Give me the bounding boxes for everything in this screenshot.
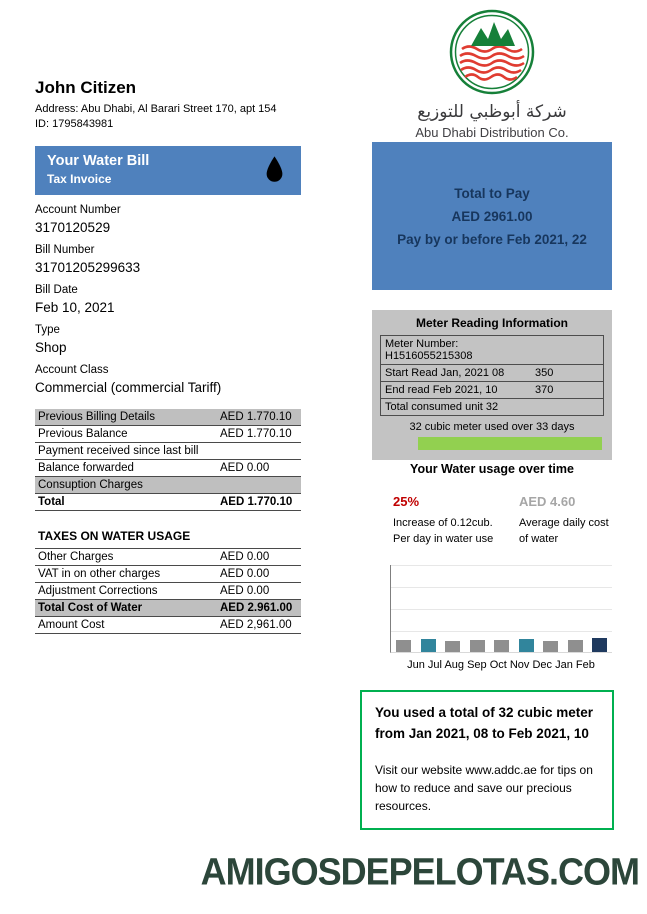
account-field xyxy=(35,204,301,235)
usage-chart-title: Your Water usage over time xyxy=(410,462,574,476)
usage-summary-box xyxy=(360,690,614,830)
usage-stats xyxy=(393,494,613,548)
company-name-english: Abu Dhabi Distribution Co. xyxy=(415,125,569,140)
bill-row xyxy=(35,600,301,617)
meter-row-label: Meter Number: H1516055215308 xyxy=(385,338,473,362)
meter-row-label: Total consumed unit 32 xyxy=(385,401,499,413)
account-field-value: Shop xyxy=(35,340,67,355)
meter-row-value: 350 xyxy=(535,367,554,379)
bill-row xyxy=(35,426,301,443)
total-to-pay-amount: AED 2961.00 xyxy=(451,208,533,224)
bill-title-banner xyxy=(35,146,301,195)
account-field xyxy=(35,244,301,275)
usage-bar-aug xyxy=(445,641,460,652)
meter-reading-box xyxy=(372,310,612,460)
usage-bar-jun xyxy=(396,640,411,652)
bill-row-label: Other Charges xyxy=(38,551,114,563)
bill-subtitle: Tax Invoice xyxy=(47,172,112,186)
usage-bar-nov xyxy=(519,639,534,652)
meter-row xyxy=(381,365,603,382)
bill-row xyxy=(35,409,301,426)
usage-bar-oct xyxy=(494,640,509,652)
bill-left-column xyxy=(35,78,301,634)
total-to-pay-box xyxy=(372,142,612,290)
bill-row-label: Payment received since last bill xyxy=(38,445,199,457)
usage-bar-dec xyxy=(543,641,558,652)
bill-row xyxy=(35,477,301,494)
usage-progress-bar xyxy=(418,437,602,450)
usage-increase-desc: Increase of 0.12cub. Per day in water use xyxy=(393,517,494,545)
chart-x-labels: Jun Jul Aug Sep Oct Nov Dec Jan Feb xyxy=(407,659,595,671)
bill-row-value: AED 0.00 xyxy=(220,462,270,474)
bill-title: Your Water Bill xyxy=(47,153,150,169)
account-field xyxy=(35,364,301,395)
account-field-value: 31701205299633 xyxy=(35,260,141,275)
customer-address: Address: Abu Dhabi, Al Barari Street 170, apt 154 xyxy=(35,103,277,115)
bill-row-label: Adjustment Corrections xyxy=(38,585,158,597)
bill-row-value: AED 1.770.10 xyxy=(220,411,292,423)
meter-reading-table xyxy=(380,335,604,416)
site-watermark: AMIGOSDEPELOTAS.COM xyxy=(200,849,639,893)
meter-row-value: 370 xyxy=(535,384,554,396)
usage-summary-tip: Visit our website www.addc.ae for tips on how to reduce and save our precious resources. xyxy=(375,762,593,813)
account-field-label: Bill Date xyxy=(35,284,78,296)
account-field-label: Bill Number xyxy=(35,244,95,256)
bill-row-value: AED 1.770.10 xyxy=(220,496,293,508)
average-cost-desc: Average daily cost of water xyxy=(519,517,609,545)
usage-summary-headline: You used a total of 32 cubic meter from Jan 2021, 08 to Feb 2021, 10 xyxy=(375,705,594,741)
bill-row-label: Total xyxy=(38,496,65,508)
account-field-label: Type xyxy=(35,324,60,336)
bill-row-value: AED 1.770.10 xyxy=(220,428,292,440)
pay-by-date: Pay by or before Feb 2021, 22 xyxy=(397,231,587,247)
account-info xyxy=(35,204,301,395)
bill-row-value: AED 2.961.00 xyxy=(220,602,293,614)
addc-logo-graphic xyxy=(448,8,536,96)
bill-row-label: Amount Cost xyxy=(38,619,105,631)
bill-row-value: AED 0.00 xyxy=(220,568,270,580)
bill-row xyxy=(35,460,301,477)
charges-table xyxy=(35,409,301,511)
bill-row-value: AED 0.00 xyxy=(220,585,270,597)
meter-row xyxy=(381,336,603,365)
meter-row xyxy=(381,382,603,399)
customer-id: ID: 1795843981 xyxy=(35,118,114,130)
bill-row-label: Balance forwarded xyxy=(38,462,134,474)
usage-increase-stat xyxy=(393,494,501,548)
bill-row-label: Total Cost of Water xyxy=(38,602,143,614)
account-field-value: Feb 10, 2021 xyxy=(35,300,115,315)
usage-bar-feb xyxy=(592,638,607,652)
usage-bar-jul xyxy=(421,639,436,652)
meter-row-label: Start Read Jan, 2021 08 xyxy=(385,367,505,379)
bill-row-label: Previous Balance xyxy=(38,428,128,440)
taxes-table xyxy=(35,549,301,634)
taxes-section-title: TAXES ON WATER USAGE xyxy=(35,529,301,549)
account-field-value: 3170120529 xyxy=(35,220,111,235)
bill-row-label: Previous Billing Details xyxy=(38,411,155,423)
meter-row xyxy=(381,399,603,415)
bill-row-label: Consuption Charges xyxy=(38,479,143,491)
bill-row xyxy=(35,494,301,511)
bill-row xyxy=(35,583,301,600)
average-cost-stat xyxy=(519,494,613,548)
bill-row-label: VAT in on other charges xyxy=(38,568,161,580)
chart-bars xyxy=(396,638,607,652)
bill-row xyxy=(35,566,301,583)
addc-logo xyxy=(448,83,536,100)
company-header xyxy=(372,8,612,150)
bill-row-value: AED 2,961.00 xyxy=(220,619,292,631)
meter-row-value xyxy=(535,338,599,362)
bill-row xyxy=(35,617,301,634)
meter-row-label: End read Feb 2021, 10 xyxy=(385,384,498,396)
account-field-value: Commercial (commercial Tariff) xyxy=(35,380,222,395)
bill-row xyxy=(35,549,301,566)
bill-row xyxy=(35,443,301,460)
water-drop-icon xyxy=(264,155,285,189)
account-field-label: Account Class xyxy=(35,364,109,376)
usage-increase-percent: 25% xyxy=(393,494,420,509)
account-field-label: Account Number xyxy=(35,204,121,216)
meter-usage-note: 32 cubic meter used over 33 days xyxy=(409,421,575,433)
account-field xyxy=(35,324,301,355)
meter-box-title: Meter Reading Information xyxy=(415,316,568,330)
total-to-pay-label: Total to Pay xyxy=(454,185,530,201)
usage-bar-chart xyxy=(390,565,612,653)
account-field xyxy=(35,284,301,315)
bill-row-value: AED 0.00 xyxy=(220,551,270,563)
usage-bar-jan xyxy=(568,640,583,652)
usage-bar-sep xyxy=(470,640,485,652)
meter-row-value xyxy=(535,401,599,413)
customer-name: John Citizen xyxy=(35,78,137,97)
average-cost-value: AED 4.60 xyxy=(519,494,576,509)
company-name-arabic: شركة أبوظبي للتوزيع xyxy=(417,102,567,122)
